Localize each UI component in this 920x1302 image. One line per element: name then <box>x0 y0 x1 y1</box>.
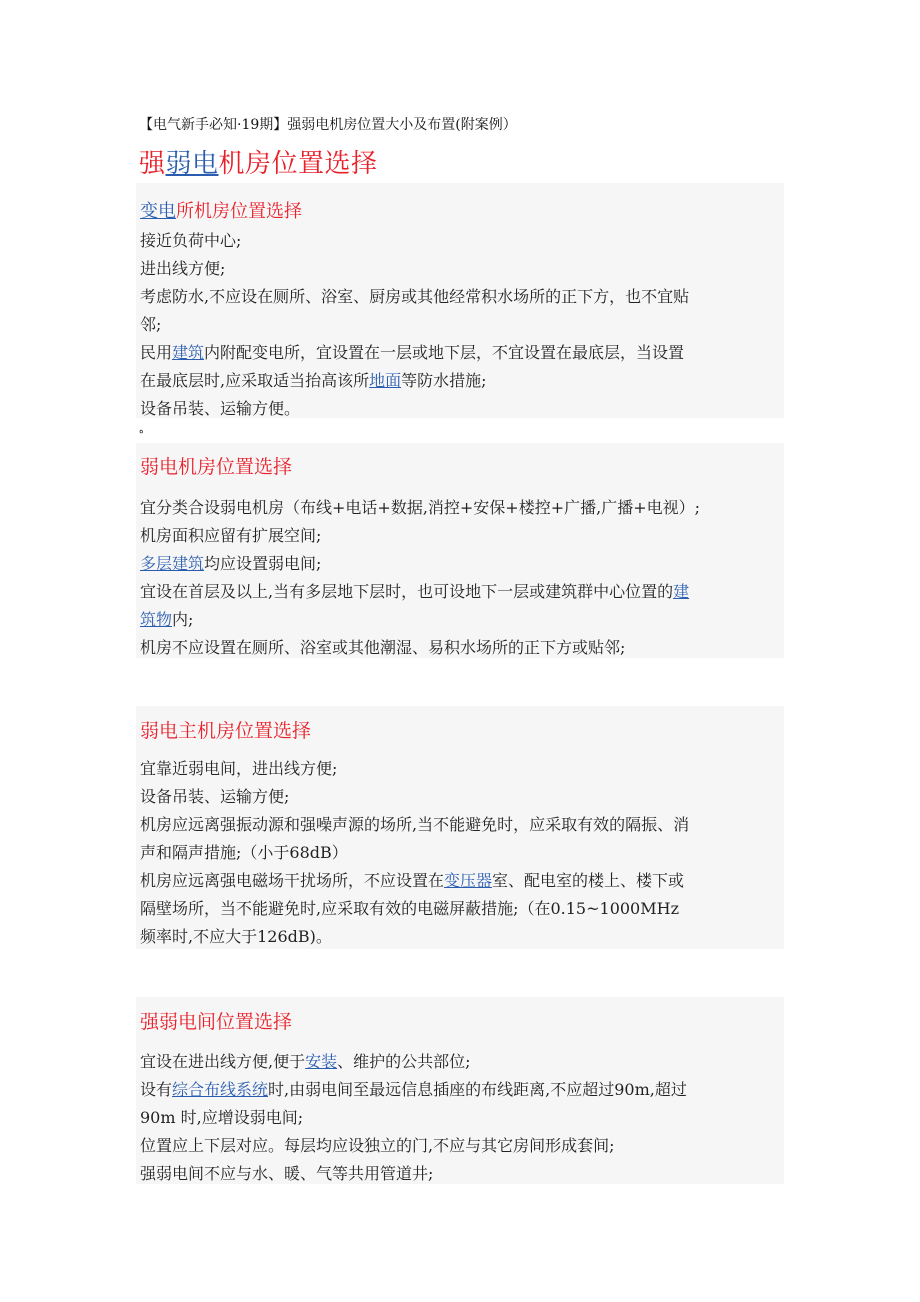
text-line: 考虑防水,不应设在厕所、浴室、厨房或其他经常积水场所的正下方，也不宜贴 <box>140 287 690 306</box>
text-line <box>140 339 784 367</box>
text-line: 强弱电间不应与水、暖、气等共用管道井; <box>140 1164 434 1183</box>
link-multistory-building[interactable]: 多层建筑 <box>140 554 205 573</box>
main-title-part: 强 <box>139 149 166 179</box>
link-installation[interactable]: 安装 <box>305 1052 338 1071</box>
text-line <box>140 1048 784 1076</box>
text-span: 内; <box>172 610 194 629</box>
text-span: 宜设在首层及以上,当有多层地下层时，也可设地下一层或建筑群中心位置的 <box>140 582 674 601</box>
text-line: 邻; <box>140 315 162 334</box>
section-title: 强弱电间位置选择 <box>140 1011 293 1033</box>
text-line: 隔壁场所，当不能避免时,应采取有效的电磁屏蔽措施;（在0.15~1000MHz <box>140 899 679 918</box>
text-line <box>140 367 784 395</box>
text-span: 时,由弱电间至最远信息插座的布线距离,不应超过90m,超过 <box>268 1080 687 1099</box>
text-span: 、维护的公共部位; <box>337 1052 471 1071</box>
text-span: 等防水措施; <box>401 371 487 390</box>
text-span: 民用 <box>140 343 173 362</box>
link-substation[interactable]: 变电 <box>140 201 176 222</box>
text-span: 在最底层时,应采取适当抬高该所 <box>140 371 370 390</box>
paragraph-marker: ه <box>139 426 144 436</box>
main-title-link[interactable]: 弱电 <box>165 149 219 179</box>
text-line: 设备吊装、运输方便。 <box>140 399 301 418</box>
document-title: 【电气新手必知·19期】强弱电机房位置大小及布置(附案例） <box>139 117 517 133</box>
link-cabling-system[interactable]: 综合布线系统 <box>172 1080 269 1099</box>
section-title <box>140 197 784 227</box>
text-line: 频率时,不应大于126dB)。 <box>140 927 332 946</box>
text-line <box>140 578 784 606</box>
section-weak-current-room <box>136 443 784 658</box>
link-building[interactable]: 建筑 <box>172 343 205 362</box>
text-line: 进出线方便; <box>140 259 226 278</box>
text-line <box>140 606 784 634</box>
link-transformer[interactable]: 变压器 <box>444 871 493 890</box>
main-title <box>139 143 378 180</box>
link-structure[interactable]: 筑物 <box>140 610 173 629</box>
link-structure[interactable]: 建 <box>673 582 690 601</box>
text-line: 位置应上下层对应。每层均应设独立的门,不应与其它房间形成套间; <box>140 1136 615 1155</box>
text-line: 机房面积应留有扩展空间; <box>140 526 322 545</box>
section-title: 弱电机房位置选择 <box>140 456 293 478</box>
text-span: 设有 <box>140 1080 173 1099</box>
text-line: 宜分类合设弱电机房（布线+电话+数据,消控+安保+楼控+广播,广播+电视）; <box>140 498 701 517</box>
text-span: 室、配电室的楼上、楼下或 <box>492 871 685 890</box>
section-substation <box>136 183 784 418</box>
text-span: 内附配变电所，宜设置在一层或地下层，不宜设置在最底层，当设置 <box>204 343 685 362</box>
text-line <box>140 1076 784 1104</box>
text-line: 机房不应设置在厕所、浴室或其他潮湿、易积水场所的正下方或贴邻; <box>140 638 626 657</box>
section-electrical-shaft <box>136 997 784 1184</box>
section-title-text: 所机房位置选择 <box>176 201 302 222</box>
section-title: 弱电主机房位置选择 <box>140 720 312 742</box>
text-line <box>140 550 784 578</box>
text-line: 声和隔声措施;（小于68dB） <box>140 843 348 862</box>
text-line: 宜靠近弱电间，进出线方便; <box>140 759 338 778</box>
text-line <box>140 867 784 895</box>
text-line: 90m 时,应增设弱电间; <box>140 1108 304 1127</box>
main-title-part: 机房位置选择 <box>218 149 378 179</box>
text-span: 机房应远离强电磁场干扰场所，不应设置在 <box>140 871 445 890</box>
text-span: 宜设在进出线方便,便于 <box>140 1052 306 1071</box>
text-line: 机房应远离强振动源和强噪声源的场所,当不能避免时，应采取有效的隔振、消 <box>140 815 690 834</box>
text-line: 设备吊装、运输方便; <box>140 787 290 806</box>
text-span: 均应设置弱电间; <box>204 554 322 573</box>
text-line: 接近负荷中心; <box>140 231 242 250</box>
link-ground[interactable]: 地面 <box>369 371 402 390</box>
section-main-weak-room <box>136 706 784 949</box>
